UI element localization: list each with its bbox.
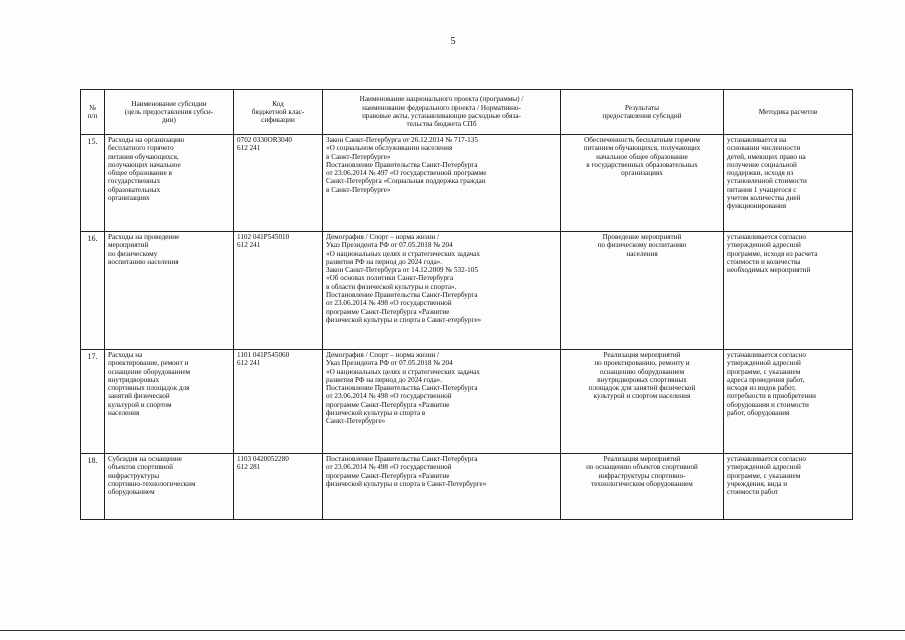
national-project-cell: Демография / Спорт – норма жизни / Указ Президента РФ от 07.05.2018 № 204 «О национальных целях и стратегических задачах развития РФ на период до 2024 года». Постановление Правительства Санкт-Петербурга от 23.06.2014 № 498 «О государственной программе Санкт-Петербурга «Развитие физической культуры и спорта в Санкт-Петербурге» <box>323 350 561 454</box>
subsidy-name-cell: Расходы на организацию бесплатного горячего питания обучающихся, получающих начальное общее образование в государственных образовательных организациях <box>105 135 234 232</box>
methodology-cell: устанавливается на основании численности детей, имеющих право на получение социальной поддержки, исходя из установленной стоимости питания 1 учащегося с учетом количества дней функционирования <box>724 135 853 232</box>
header-budget-code: Код бюджетной клас- сификации <box>234 90 323 135</box>
header-methodology: Методика расчетов <box>724 90 853 135</box>
header-national-project: Наименование национального проекта (программы) / наименование федерального проекта / Нормативно- правовые акты, устанавливающие расходные обяза- тельства бюджета СПб <box>323 90 561 135</box>
table-row <box>81 135 853 232</box>
national-project-cell: Постановление Правительства Санкт-Петербурга от 23.06.2014 № 498 «О государственной программе Санкт-Петербурга «Развитие физической культуры и спорта в Санкт-Петербурге» <box>323 454 561 520</box>
methodology-cell: устанавливается согласно утвержденной адресной программе, с указанием адреса проведения работ, исходя из видов работ, потребности в приобретении оборудования и стоимости работ, оборудования <box>724 350 853 454</box>
table-body <box>81 135 853 520</box>
budget-code-cell: 1103 0420052280 612 281 <box>234 454 323 520</box>
table-row <box>81 350 853 454</box>
header-results: Результаты предоставления субсидий <box>561 90 724 135</box>
budget-code-cell: 1102 041Р545010 612 241 <box>234 232 323 350</box>
subsidy-name-cell: Расходы на проведение мероприятий по физическому воспитанию населения <box>105 232 234 350</box>
scan-edge-line <box>0 630 905 631</box>
table-header <box>81 90 853 135</box>
row-number: 18. <box>81 454 105 520</box>
table-row <box>81 232 853 350</box>
methodology-cell: устанавливается согласно утвержденной адресной программе, с указанием учреждения, вида и стоимости работ <box>724 454 853 520</box>
table-row <box>81 454 853 520</box>
subsidies-table <box>80 89 853 520</box>
subsidy-name-cell: Субсидия на оснащение объектов спортивной инфраструктуры спортивно-технологическим оборудованием <box>105 454 234 520</box>
methodology-cell: устанавливается согласно утвержденной адресной программе, исходя из расчета стоимости и количества необходимых мероприятий <box>724 232 853 350</box>
budget-code-cell: 0702 0330ОR3040 612 241 <box>234 135 323 232</box>
budget-code-cell: 1101 041Р545060 612 241 <box>234 350 323 454</box>
national-project-cell: Закон Санкт-Петербурга от 26.12.2014 № 717-135 «О социальном обслуживании населения в Санкт-Петербурге» Постановление Правительства Санкт-Петербурга от 23.06.2014 № 497 «О государственной программе Санкт-Петербурга «Социальная поддержка граждан в Санкт-Петербурге» <box>323 135 561 232</box>
page-number: 5 <box>450 36 456 47</box>
subsidy-name-cell: Расходы на проектирование, ремонт и оснащение оборудованием внутридворовых спортивных площадок для занятий физической культурой и спортом населения <box>105 350 234 454</box>
national-project-cell: Демография / Спорт – норма жизни / Указ Президента РФ от 07.05.2018 № 204 «О национальных целях и стратегических задачах развития РФ на период до 2024 года». Закон Санкт-Петербурга от 14.12.2009 № 532-105 «Об основах политики Санкт-Петербурга в области физической культуры и спорта». Постановление Правительства Санкт-Петербурга от 23.06.2014 № 498 «О государственной программе Санкт-Петербурга «Развитие физической культуры и спорта в Санкт-етербурге» <box>323 232 561 350</box>
results-cell: Обеспеченность бесплатным горячим питанием обучающихся, получающих начальное общее образование в государственных образовательных организациях <box>561 135 724 232</box>
results-cell: Реализация мероприятий по оснащению объектов спортивной инфраструктуры спортивно- технологическим оборудованием <box>561 454 724 520</box>
header-row <box>81 90 853 135</box>
header-number: № п/п <box>81 90 105 135</box>
header-subsidy-name: Наименование субсидии (цель предоставления субси- дии) <box>105 90 234 135</box>
results-cell: Проведение мероприятий по физическому воспитанию населения <box>561 232 724 350</box>
row-number: 17. <box>81 350 105 454</box>
results-cell: Реализация мероприятий по проектированию, ремонту и оснащению оборудованием внутридворовых спортивных площадок для занятий физической культурой и спортом населения <box>561 350 724 454</box>
row-number: 16. <box>81 232 105 350</box>
row-number: 15. <box>81 135 105 232</box>
